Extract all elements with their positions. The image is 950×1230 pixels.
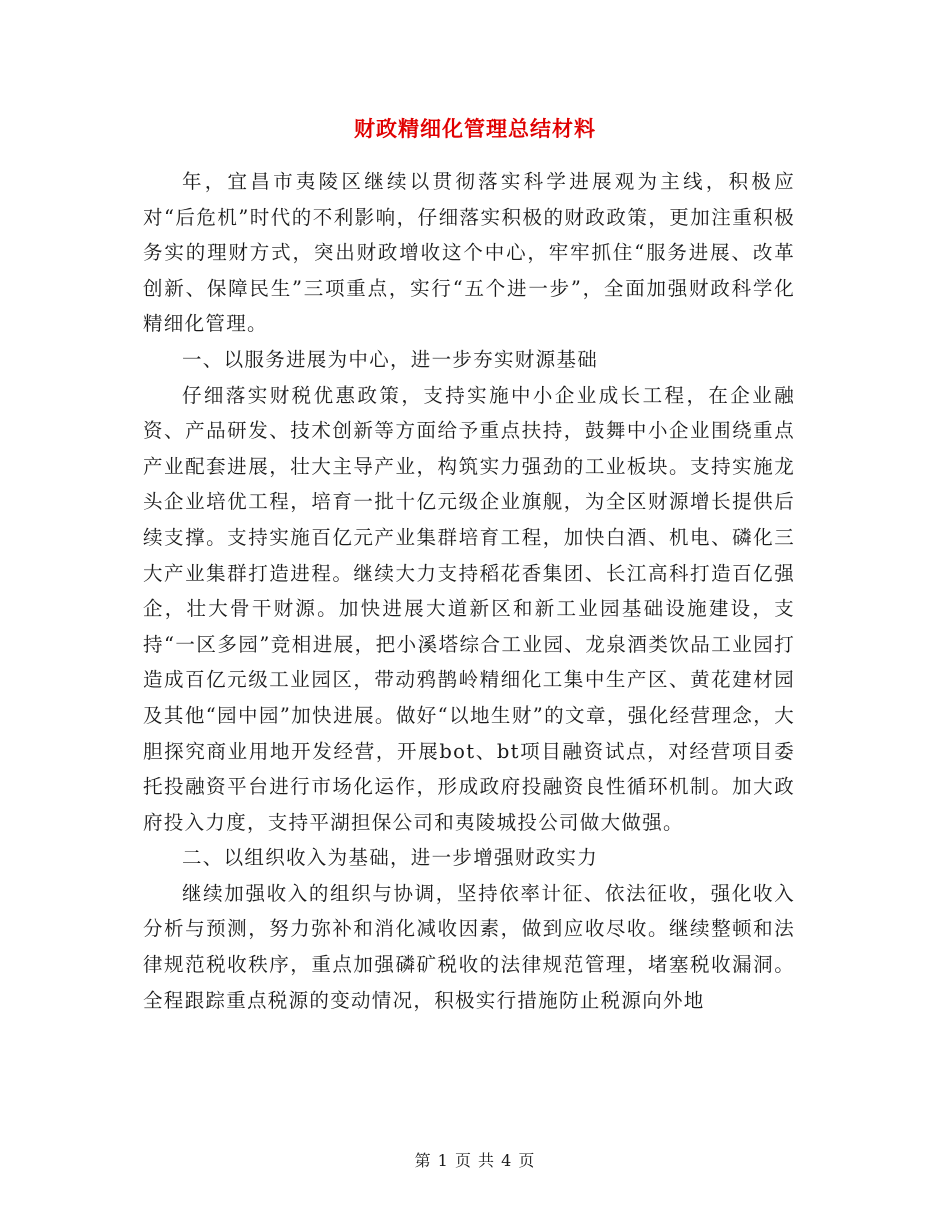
footer-middle: 页 共 [454, 1151, 496, 1170]
body-paragraph: 年，宜昌市夷陵区继续以贯彻落实科学进展观为主线，积极应对“后危机”时代的不利影响，仔细落实积极的财政政策，更加注重积极务实的理财方式，突出财政增收这个中心，牢牢抓住“服务进展、改革创新、保障民生”三项重点，实行“五个进一步”，全面加强财政科学化精细化管理。 [143, 170, 795, 336]
document-body [143, 164, 795, 1018]
footer-current-page: 1 [437, 1151, 449, 1170]
footer-suffix: 页 [518, 1151, 536, 1170]
section-heading: 二、以组织收入为基础，进一步增强财政实力 [182, 846, 599, 870]
body-paragraph: 继续加强收入的组织与协调，坚持依率计征、依法征收，强化收入分析与预测，努力弥补和消化减收因素，做到应收尽收。继续整顿和法律规范税收秩序，重点加强磷矿税收的法律规范管理，堵塞税收漏洞。全程跟踪重点税源的变动情况，积极实行措施防止税源向外地 [143, 881, 795, 1012]
body-paragraph: 仔细落实财税优惠政策，支持实施中小企业成长工程，在企业融资、产品研发、技术创新等方面给予重点扶持，鼓舞中小企业围绕重点产业配套进展，壮大主导产业，构筑实力强劲的工业板块。支持实施龙头企业培优工程，培育一批十亿元级企业旗舰，为全区财源增长提供后续支撑。支持实施百亿元产业集群培育工程，加快白酒、机电、磷化三大产业集群打造进程。继续大力支持稻花香集团、长江高科打造百亿强企，壮大骨干财源。加快进展大道新区和新工业园基础设施建设，支持“一区多园”竞相进展，把小溪塔综合工业园、龙泉酒类饮品工业园打造成百亿元级工业园区，带动鸦鹊岭精细化工集中生产区、黄花建材园及其他“园中园”加快进展。做好“以地生财”的文章，强化经营理念，大胆探究商业用地开发经营，开展bot、bt项目融资试点，对经营项目委托投融资平台进行市场化运作，形成政府投融资良性循环机制。加大政府投入力度，支持平湖担保公司和夷陵城投公司做大做强。 [143, 383, 795, 834]
page-footer [0, 1150, 950, 1172]
section-heading: 一、以服务进展为中心，进一步夯实财源基础 [182, 347, 599, 371]
footer-total-pages: 4 [501, 1151, 513, 1170]
footer-prefix: 第 [414, 1151, 432, 1170]
document-title: 财政精细化管理总结材料 [354, 116, 596, 141]
